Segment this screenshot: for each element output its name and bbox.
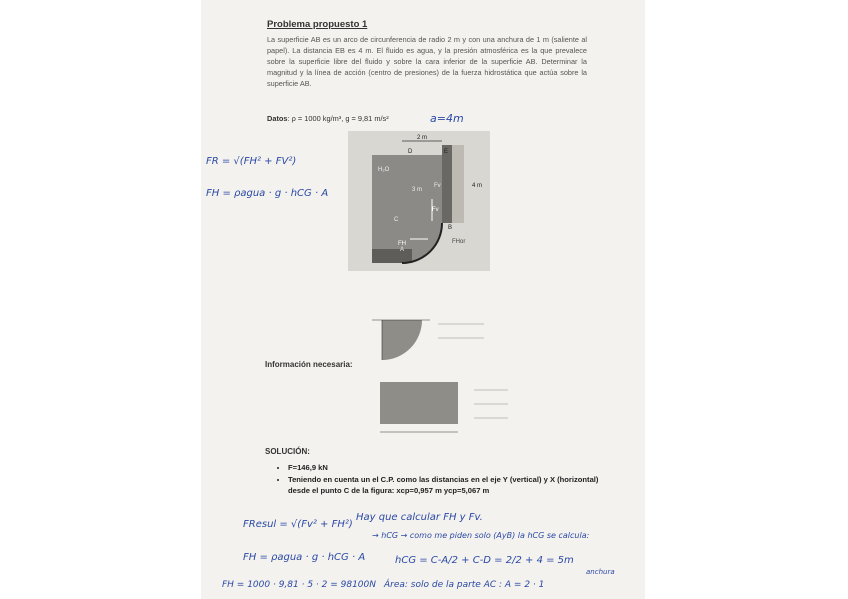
solution-list [274, 462, 608, 497]
solution-item: • Teniendo en cuenta un el C.P. como las distancias en el eje Y (vertical) y X (horizontal) desde el punto C de la figura: xcp=0,957 m ycp=5,067 m [288, 474, 608, 496]
hand-area-note: anchura [586, 568, 615, 576]
solution-item: • F=146,9 kN [288, 462, 608, 473]
datos-values: : ρ = 1000 kg/m³, g = 9,81 m/s² [287, 114, 389, 123]
label-b: B [448, 225, 453, 231]
margin-note-fr: FR = √(FH² + FV²) [206, 156, 297, 167]
label-fv: Fv [432, 207, 439, 213]
datos-line [267, 114, 389, 123]
solution-label: SOLUCIÓN: [265, 447, 310, 456]
paper-sheet [201, 0, 645, 599]
label-fh: FH [398, 241, 406, 247]
label-a: A [400, 247, 405, 253]
hand-hcg: hCG = C-A/2 + C-D = 2/2 + 4 = 5m [395, 555, 574, 566]
info-figure-quarter-circle [370, 310, 488, 364]
label-h2o: H₂O [378, 167, 390, 173]
datos-handwritten: a=4m [430, 112, 464, 125]
label-2m: 2 m [416, 135, 428, 141]
info-label: Información necesaria: [265, 360, 353, 369]
datos-label: Datos [267, 114, 288, 123]
info-figure-rectangle [378, 380, 518, 436]
margin-note-fh: FH = ρagua · g · hCG · A [206, 188, 329, 199]
hand-fh-calc: FH = 1000 · 9,81 · 5 · 2 = 98100N [222, 580, 376, 590]
label-4m: 4 m [472, 183, 483, 189]
hand-line1: Hay que calcular FH y Fv. [356, 512, 483, 523]
hand-fresul: FResul = √(Fv² + FH²) [243, 519, 353, 530]
problem-statement: La superficie AB es un arco de circunferencia de radio 2 m y con una anchura de 1 m (saliente al papel). La distancia EB es 4 m. El fluido es agua, y la presión atmosférica es la que prevalece sobre la superficie libre del fluido y sobre la cara inferior de la superficie AB. Determinar la magnitud y la línea de acción (centro de presiones) de la fuerza hidrostática que actúa sobre la superficie AB. [267, 35, 587, 88]
label-fhor: FHor [452, 239, 466, 245]
main-figure [348, 131, 490, 271]
hand-fh: FH = ρagua · g · hCG · A [243, 552, 366, 563]
hand-area: Área: solo de la parte AC : A = 2 · 1 [384, 580, 545, 590]
label-c: C [394, 217, 399, 223]
problem-title: Problema propuesto 1 [267, 19, 368, 30]
label-d: D [408, 149, 413, 155]
label-fv-side: Fv [434, 183, 441, 189]
label-3m: 3 m [412, 187, 423, 193]
label-e: E [444, 149, 449, 155]
hand-line2: → hCG → como me piden solo (AyB) la hCG se calcula: [372, 531, 590, 540]
